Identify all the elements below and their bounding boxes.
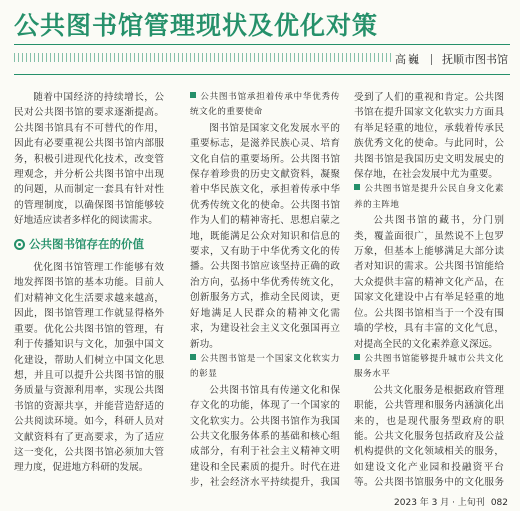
paragraph-4: 公共文化服务是根据政府管理职能，公共管理和服务内涵演化出来的，也是现代服务型政府的职能。公共文化服务包括政府及公益机构提供的文化领域相关的服务，如建设文化产业园和投融资平台等。公共图书馆服务中的文化服务 xyxy=(354,384,504,489)
section-paragraph: 优化图书馆管理工作能够有效地发挥图书馆的基本功能。目前人们对精神文化生活要求越来越高，因此，图书馆管理工作就显得格外重要。优化公共图书馆的管理，有利于传播知识与文化，加强中国文化建设，帮助人们树立中国文化思想，并且可以提升公共图书馆的服务质量与资源利用率，实现公共图书馆的资源共享，并能营造舒适的公共阅读环境。如今，科研人员对文献资料有了更高要求，为了适应这一变化，公共图书馆必须加大管理力度，促进地方科研的发展。 xyxy=(14,262,164,474)
subheading-2 xyxy=(190,352,340,383)
subheading-1-text: 公共图书馆承担着传承中华优秀传统文化的重要使命 xyxy=(190,92,340,118)
page-footer xyxy=(394,495,508,508)
article-title: 公共图书馆管理现状及优化对策 xyxy=(14,11,379,40)
section-bullet-icon xyxy=(14,239,25,250)
issue-date: 2023 年 3 月 · 上旬刊 xyxy=(394,498,485,508)
subheading-3-text: 公共图书馆是提升公民自身文化素养的主阵地 xyxy=(354,184,504,210)
author-affiliation: 抚顺市图书馆 xyxy=(442,53,508,66)
square-bullet-icon xyxy=(354,184,360,190)
paragraph-continued: 受到了人们的重视和肯定。公共图书馆在提升国家文化软实力方面具有举足轻重的地位，承载着传承民族优秀文化的使命。与此同时，公共图书馆是我国历史文明发展史的保存地，在社会发展中尤为重要。 xyxy=(354,92,504,181)
square-bullet-icon xyxy=(190,92,196,98)
byline xyxy=(395,51,508,67)
column-2 xyxy=(190,90,340,490)
decorative-hatch-band xyxy=(14,53,392,62)
section-heading xyxy=(14,237,164,252)
subheading-4 xyxy=(354,352,504,383)
section-heading-text: 公共图书馆存在的价值 xyxy=(29,236,144,251)
square-bullet-icon xyxy=(190,354,196,360)
square-bullet-icon xyxy=(354,354,360,360)
subheading-4-text: 公共图书馆能够提升城市公共文化服务水平 xyxy=(354,353,504,380)
column-3 xyxy=(354,90,504,490)
subheading-1 xyxy=(190,90,340,121)
paragraph-1: 图书馆是国家文化发展水平的重要标志，是滋养民族心灵、培育文化自信的重要场所。公共图书馆保存着珍贵的历史文献资料，凝聚着中华民族文化，承担着传承中华优秀传统文化的使命。公共图书馆作为人们的精神寄托、思想启蒙之地，既能满足公众对知识和信息的要求，又有助于中华优秀文化的传播。公共图书馆应该坚持正确的政治方向，弘扬中华优秀传统文化，创新服务方式，推动全民阅读，更好地满足人民群众的精神文化需求，为建设社会主义文化强国再立新功。 xyxy=(190,122,340,350)
title-divider xyxy=(14,44,510,45)
header-divider xyxy=(14,74,510,75)
paragraph-3: 公共图书馆的藏书，分门别类，覆盖面很广，虽然说不上包罗万象，但基本上能够满足大部分读者对知识的需求。公共图书馆能给大众提供丰富的精神文化产品，在国家文化建设中占有举足轻重的地位。公共图书馆相当于一个没有围墙的学校，具有丰富的文化气息，对提高全民的文化素养意义深远。 xyxy=(354,215,504,350)
subheading-2-text: 公共图书馆是一个国家文化软实力的彰显 xyxy=(190,353,340,380)
byline-separator xyxy=(431,54,432,65)
author-name: 高巍 xyxy=(395,53,421,66)
page-number: 082 xyxy=(490,498,508,508)
subheading-3 xyxy=(354,182,504,213)
paragraph-2: 公共图书馆具有传递文化和保存文化的功能，体现了一个国家的文化软实力。公共图书馆作为我国公共文化服务体系的基础和核心组成部分，有利于社会主义精神文明建设和全民素质的提升。时代在进步，社会经济水平持续提升，我国 xyxy=(190,384,340,489)
intro-paragraph: 随着中国经济的持续增长，公民对公共图书馆的要求逐渐提高。公共图书馆具有不可替代的作用，因此有必要重视公共图书馆内部服务，积极引进现代化技术，改变管理观念，并分析公共图书馆中出现的问题，从而制定一套具有针对性的管理制度，以确保图书馆能够较好地适应读者多样化的阅读需求。 xyxy=(14,92,164,227)
column-1 xyxy=(14,90,164,508)
